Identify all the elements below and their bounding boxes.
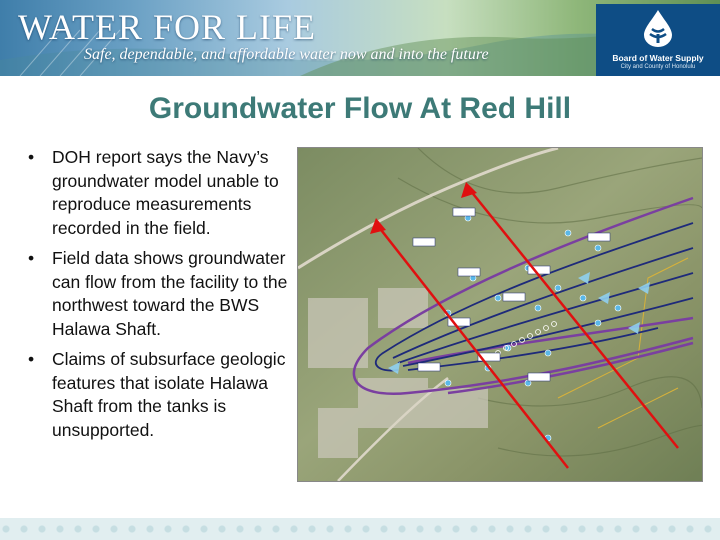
bullet-item: • DOH report says the Navy’s groundwater model unable to reproduce measurements recorded in the field. (28, 146, 290, 240)
bullet-item: • Claims of subsurface geologic features that isolate Halawa Shaft from the tanks is unsupported. (28, 348, 290, 442)
header-banner (0, 0, 720, 76)
bullet-list (28, 146, 290, 449)
groundwater-map (297, 147, 703, 482)
water-drop-icon (640, 8, 676, 48)
bws-logo-name: Board of Water Supply (612, 53, 704, 63)
bullet-item: • Field data shows groundwater can flow from the facility to the northwest toward the BWS Halawa Shaft. (28, 247, 290, 341)
map-image (298, 148, 702, 481)
banner-title: WATER FOR LIFE (18, 7, 317, 47)
slide-title: Groundwater Flow At Red Hill (148, 92, 572, 125)
bws-logo-subtitle: City and County of Honolulu (620, 64, 696, 70)
banner-tagline: Safe, dependable, and affordable water now and into the future (84, 46, 489, 63)
footer-pattern (0, 518, 720, 540)
